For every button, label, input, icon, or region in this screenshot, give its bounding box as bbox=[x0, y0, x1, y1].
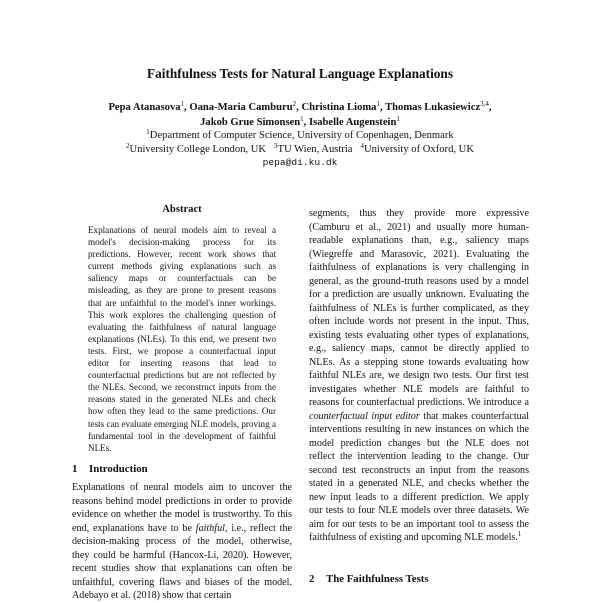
footnote-ref[interactable]: 1 bbox=[517, 530, 522, 538]
section-number: 2 bbox=[309, 573, 315, 585]
author-sup: 1 bbox=[376, 100, 380, 108]
affiliation-line-2 bbox=[60, 143, 540, 157]
author-list bbox=[60, 101, 540, 130]
right-text-a: segments, thus they provide more expressive (Camburu et al., 2021) and usually more human-readable explanations than, e.g., saliency maps (Wiegreffe and Marasovic, 2021). Evaluating the faithfulness of explanations is very challenging in general, as the ground-truth reasons used by a model for a prediction are usually unknown. Evaluating the faithfulness of NLEs is further complicated, as they often include words not present in the input. Thus, existing tests evaluating other types of explanations, e.g., saliency maps, cannot be directly applied to NLEs. As a stepping stone towards evaluating how faithful NLEs are, we design two tests. Our first test investigates whether NLE models are faithful to reasons for counterfactual predictions. We introduce a bbox=[309, 208, 529, 408]
section-heading-introduction bbox=[72, 463, 148, 475]
section-title: The Faithfulness Tests bbox=[326, 573, 429, 585]
author-name: Pepa Atanasova bbox=[108, 102, 181, 113]
right-text-b: that makes counterfactual interventions resulting in new instances on which the model prediction changes but the NLE does not reflect the intervention leading to the change. Our second test reconstructs an input from the reasons stated in a generated NLE, and checks whether the new input leads to a different prediction. We apply our tests to four NLE models over three datasets. We aim for our tests to be an important tool to assess the faithfulness of existing and upcoming NLE models. bbox=[309, 410, 529, 543]
abstract-text: Explanations of neural models aim to reveal a model's decision-making process for its predictions. However, recent work shows that current methods giving explanations such as saliency maps or counterfactuals can be misleading, as they are prone to present reasons that are unfaithful to the model's inner workings. This work explores the challenging question of evaluating the faithfulness of natural language explanations (NLEs). To this end, we present two tests. First, we propose a counterfactual input editor for inserting reasons that lead to counterfactual predictions but are not reflected by the NLEs. Second, we reconstruct inputs from the reasons stated in the generated NLEs and check how often they lead to the same predictions. Our tests can evaluate emerging NLE models, proving a fundamental tool in the development of faithful NLEs. bbox=[88, 225, 276, 453]
affiliation-line-1 bbox=[60, 129, 540, 143]
affiliations bbox=[60, 129, 540, 170]
introduction-text bbox=[72, 481, 292, 603]
right-text-emphasis: counterfactual input editor bbox=[309, 410, 420, 422]
right-column-text bbox=[309, 207, 529, 545]
author-name: Oana-Maria Camburu bbox=[189, 102, 293, 113]
intro-text-emphasis: faithful bbox=[195, 522, 225, 534]
author-name: Jakob Grue Simonsen bbox=[200, 116, 301, 128]
author-name: Christina Lioma bbox=[301, 102, 377, 113]
author-email[interactable]: pepa@di.ku.dk bbox=[262, 157, 338, 168]
intro-text-a: Explanations of neural models aim to uncover the reasons behind model predictions in order to provide evidence on whether the model is trustworthy. To this end, explanations have to be bbox=[72, 482, 292, 534]
affiliation-text: Department of Computer Science, University of Copenhagen, Denmark bbox=[149, 130, 454, 141]
affiliation-sup: 2 bbox=[126, 141, 130, 150]
affiliation-text: University College London, UK bbox=[129, 143, 267, 155]
author-sup: 2 bbox=[292, 100, 297, 108]
author-sup: 3,4 bbox=[480, 100, 489, 108]
author-name: Thomas Lukasiewicz bbox=[385, 102, 481, 113]
author-line-1: Pepa Atanasova$^1$, Oana-Maria Camburu$^2$, Christina Lioma$^1$, Thomas Lukasiewicz$^{3,4}$, bbox=[108, 100, 492, 113]
section-heading-faithfulness-tests bbox=[309, 573, 429, 585]
section-title: Introduction bbox=[89, 463, 148, 475]
author-sup: 1 bbox=[180, 100, 185, 108]
author-sup: 1 bbox=[396, 114, 400, 123]
affiliation-sup: 4 bbox=[360, 141, 364, 150]
author-name: Isabelle Augenstein bbox=[308, 116, 397, 128]
abstract-heading: Abstract bbox=[162, 204, 202, 215]
affiliation-sup: 3 bbox=[273, 141, 278, 150]
section-number: 1 bbox=[72, 463, 78, 475]
affiliation-text: University of Oxford, UK bbox=[363, 143, 474, 155]
intro-text-b: , i.e., reflect the decision-making process of the model, otherwise, they could be harmful (Hancox-Li, 2020). However, recent studies show that explanations can often be unfaithful, covering flaws and biases of the model. Adebayo et al. (2018) show that certain bbox=[72, 522, 292, 601]
paper-title: Faithfulness Tests for Natural Language Explanations bbox=[146, 66, 453, 81]
author-line-2: Jakob Grue Simonsen$^1$, Isabelle Augenstein$^1$ bbox=[200, 114, 400, 128]
affiliation-sup: 1 bbox=[146, 128, 150, 136]
affiliation-text: TU Wien, Austria bbox=[277, 143, 353, 155]
author-sup: 1 bbox=[300, 114, 304, 123]
